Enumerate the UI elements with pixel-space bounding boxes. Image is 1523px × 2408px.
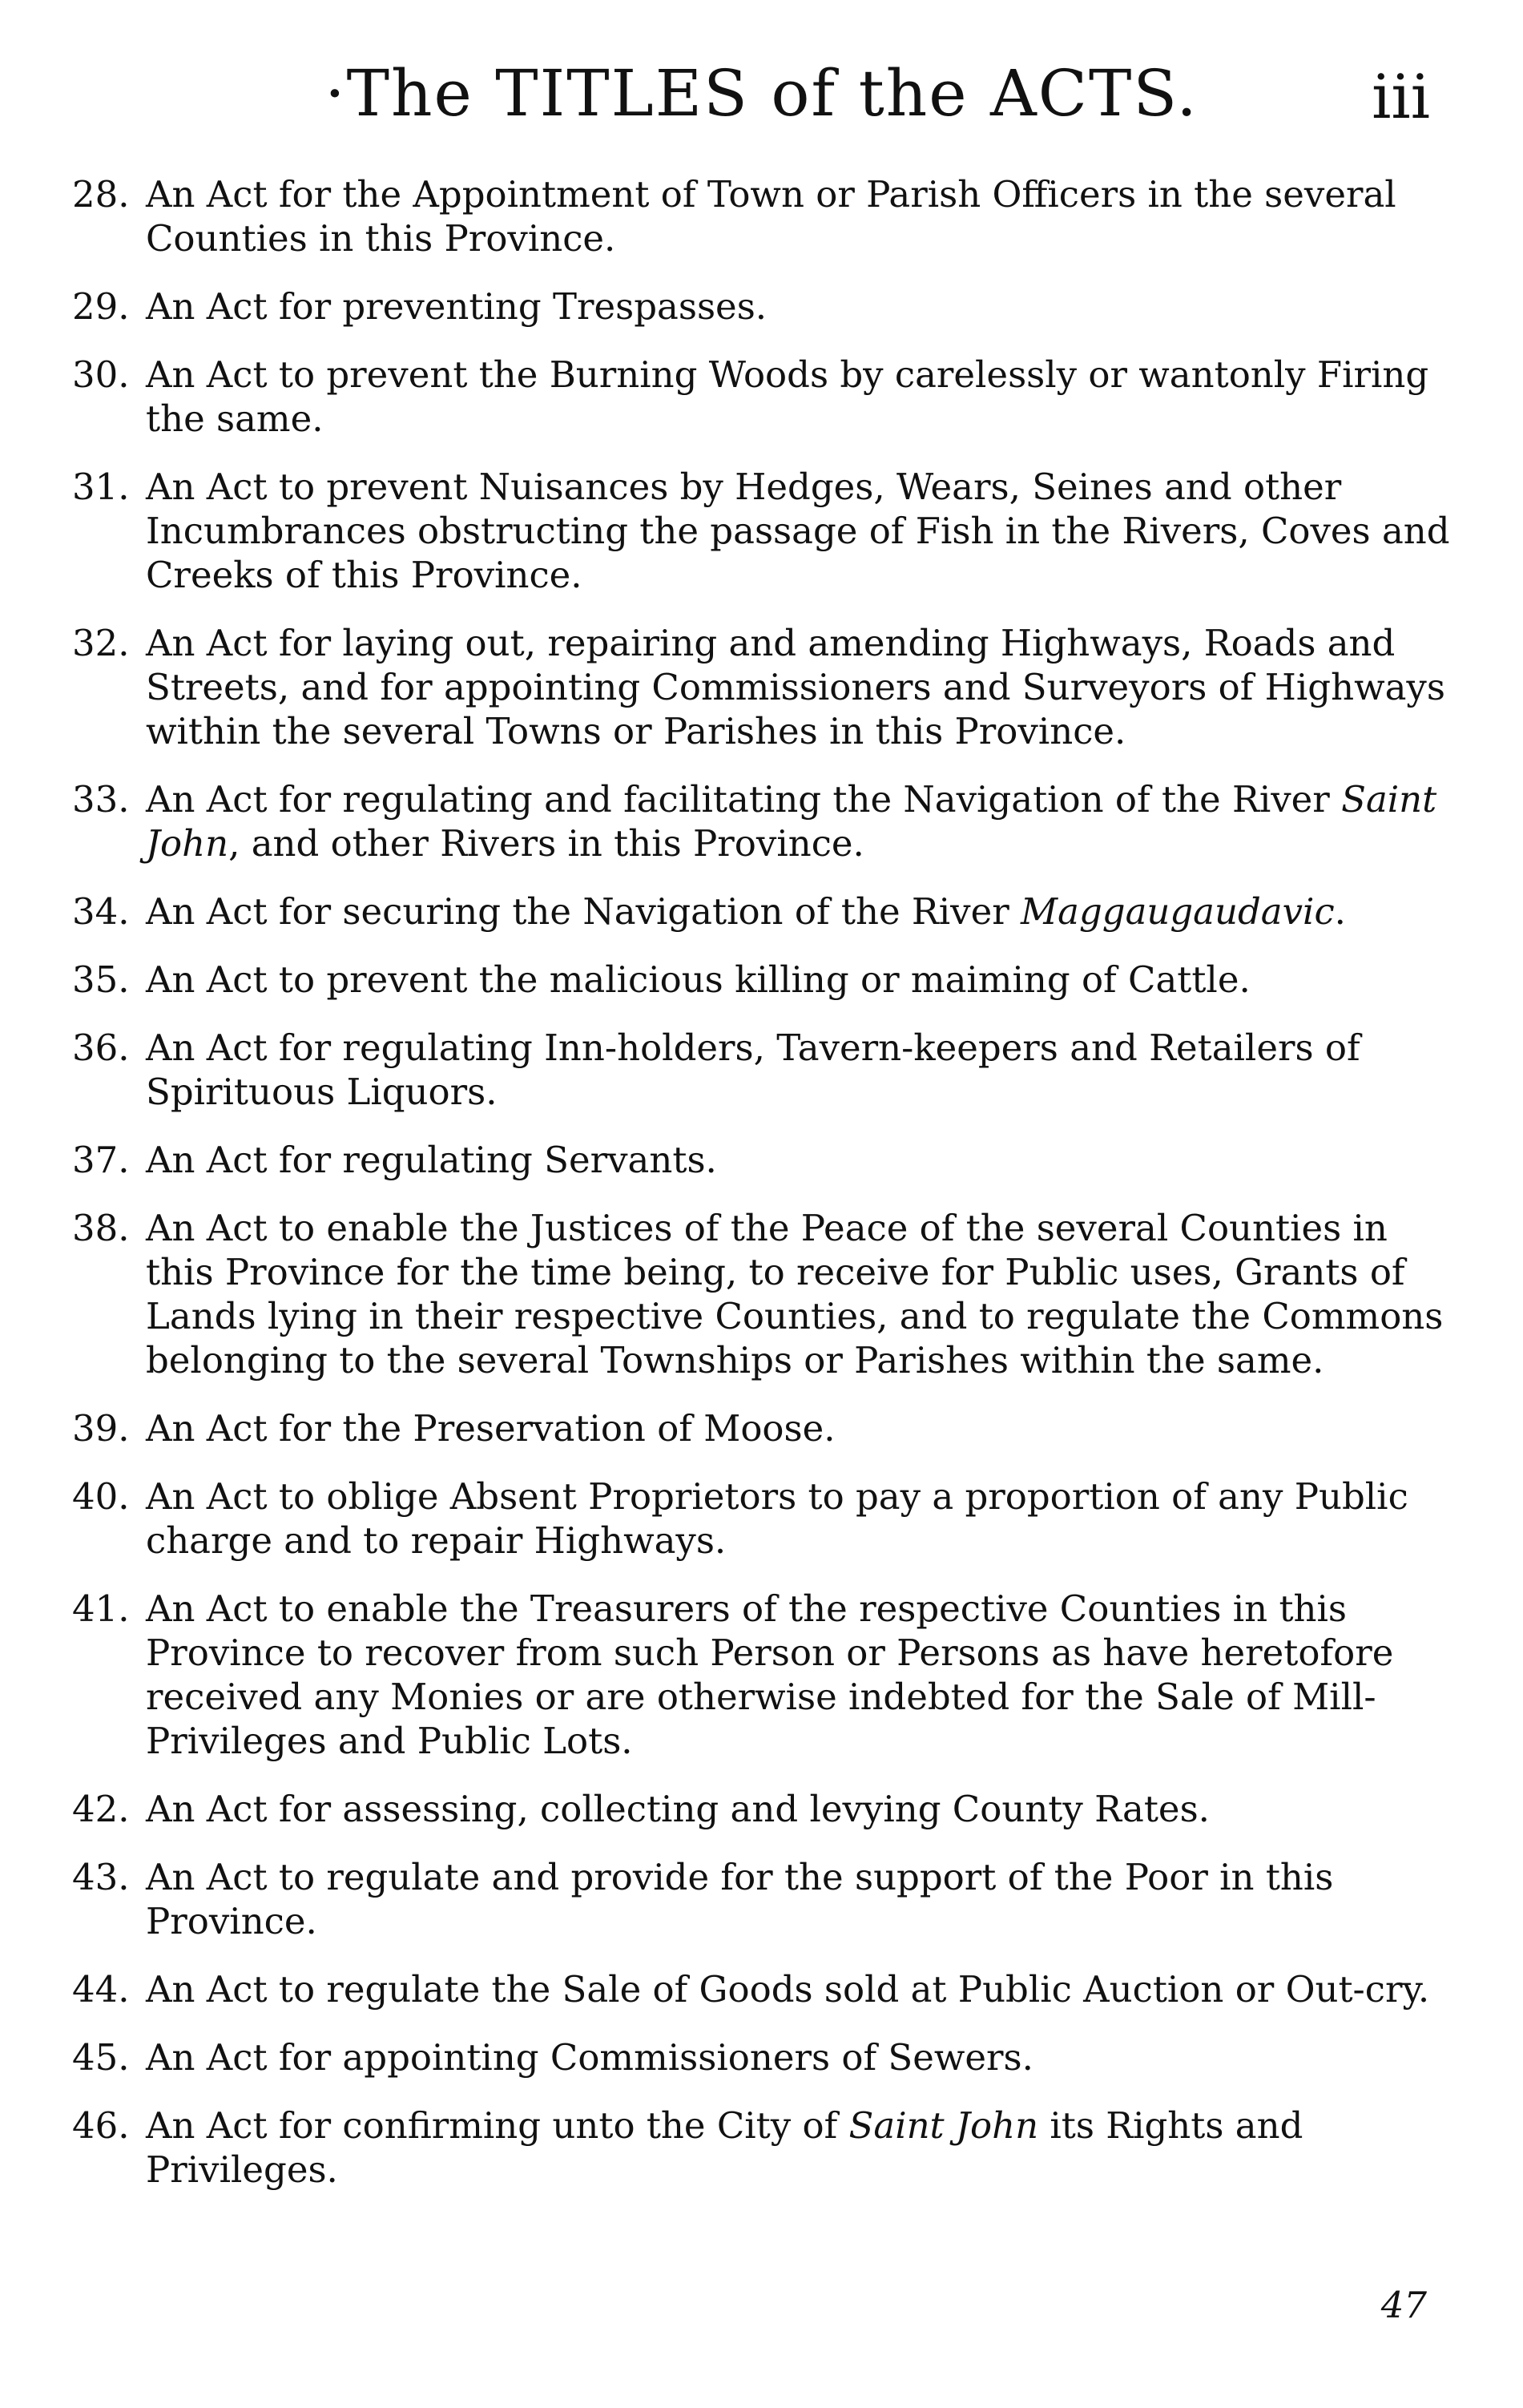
act-number: 40. — [72, 1475, 130, 1518]
act-item — [72, 1026, 1450, 1114]
act-item — [72, 1406, 1450, 1450]
act-number: 46. — [72, 2104, 130, 2147]
acts-list — [72, 172, 1450, 2216]
act-number: 35. — [72, 958, 130, 1001]
page-numeral: iii — [1372, 61, 1430, 132]
act-title-part: . — [1334, 890, 1346, 933]
act-title: An Act for assessing, collecting and levying County Rates. — [146, 1788, 1210, 1830]
act-number: 29. — [72, 285, 130, 328]
act-number: 37. — [72, 1139, 130, 1181]
act-title: An Act for the Preservation of Moose. — [146, 1407, 836, 1450]
act-item — [72, 1855, 1450, 1943]
act-title-part: An Act for confirming unto the City of — [146, 2104, 849, 2147]
act-item — [72, 353, 1450, 441]
act-number: 39. — [72, 1407, 130, 1450]
place-name: Saint John — [146, 778, 1437, 865]
running-title: ·The TITLES of the ACTS. — [324, 56, 1199, 131]
act-item — [72, 1138, 1450, 1182]
act-number: 43. — [72, 1856, 130, 1898]
act-item — [72, 958, 1450, 1002]
act-number: 41. — [72, 1587, 130, 1630]
act-title: An Act to enable the Treasurers of the respective Counties in this Province to recover from such Person or Persons as have heretofore received any Monies or are otherwise indebted for the Sale of Mill-Privileges and Public Lots. — [146, 1587, 1394, 1762]
act-title — [146, 890, 1346, 933]
act-item — [72, 172, 1450, 260]
act-item — [72, 2103, 1450, 2192]
act-item — [72, 1967, 1450, 2011]
act-title: An Act to regulate the Sale of Goods sold at Public Auction or Out-cry. — [146, 1968, 1430, 2011]
place-name: Saint John — [848, 2104, 1039, 2147]
act-title: An Act for the Appointment of Town or Parish Officers in the several Counties in this Province. — [146, 173, 1396, 260]
act-number: 32. — [72, 622, 130, 664]
act-number: 44. — [72, 1968, 130, 2011]
act-item — [72, 2035, 1450, 2079]
act-number: 45. — [72, 2036, 130, 2079]
act-title: An Act to prevent Nuisances by Hedges, Wears, Seines and other Incumbrances obstructing the passage of Fish in the Rivers, Coves and Creeks of this Province. — [146, 466, 1450, 596]
act-title: An Act for appointing Commissioners of Sewers. — [146, 2036, 1033, 2079]
act-title: An Act to oblige Absent Proprietors to pay a proportion of any Public charge and to repair Highways. — [146, 1475, 1408, 1562]
act-title-part: , and other Rivers in this Province. — [228, 822, 864, 865]
page-number: 47 — [1380, 2284, 1427, 2326]
act-title-part: An Act for regulating and facilitating the Navigation of the River — [146, 778, 1342, 821]
act-title — [146, 778, 1436, 865]
act-title: An Act to regulate and provide for the support of the Poor in this Province. — [146, 1856, 1334, 1942]
act-item — [72, 1206, 1450, 1382]
act-number: 30. — [72, 353, 130, 396]
act-title: An Act for laying out, repairing and amending Highways, Roads and Streets, and for appointing Commissioners and Surveyors of Highways within the several Towns or Parishes in this Province. — [146, 622, 1445, 752]
act-title: An Act for preventing Trespasses. — [146, 285, 768, 328]
act-item — [72, 889, 1450, 934]
act-item — [72, 465, 1450, 597]
act-title-part: An Act for securing the Navigation of the River — [146, 890, 1021, 933]
act-item — [72, 621, 1450, 753]
act-title: An Act to enable the Justices of the Peace of the several Counties in this Province for the time being, to receive for Public uses, Grants of Lands lying in their respective Counties, and to regulate the Commons belonging to the several Townships or Parishes within the same. — [146, 1207, 1444, 1381]
act-title: An Act to prevent the malicious killing or maiming of Cattle. — [146, 958, 1251, 1001]
act-title — [146, 2104, 1303, 2191]
act-number: 34. — [72, 890, 130, 933]
act-number: 36. — [72, 1027, 130, 1069]
act-title: An Act for regulating Servants. — [146, 1139, 717, 1181]
act-title: An Act for regulating Inn-holders, Tavern-keepers and Retailers of Spirituous Liquors. — [146, 1027, 1360, 1113]
place-name: Maggaugaudavic — [1021, 890, 1335, 933]
act-number: 31. — [72, 466, 130, 508]
act-item — [72, 284, 1450, 329]
act-item — [72, 1787, 1450, 1831]
act-item — [72, 1587, 1450, 1763]
act-item — [72, 1474, 1450, 1563]
act-title-part: its Rights and Privileges. — [146, 2104, 1303, 2191]
act-item — [72, 777, 1450, 865]
page-header — [0, 56, 1523, 144]
act-title: An Act to prevent the Burning Woods by carelessly or wantonly Firing the same. — [146, 353, 1429, 440]
act-number: 42. — [72, 1788, 130, 1830]
act-number: 38. — [72, 1207, 130, 1249]
act-number: 33. — [72, 778, 130, 821]
act-number: 28. — [72, 173, 130, 216]
